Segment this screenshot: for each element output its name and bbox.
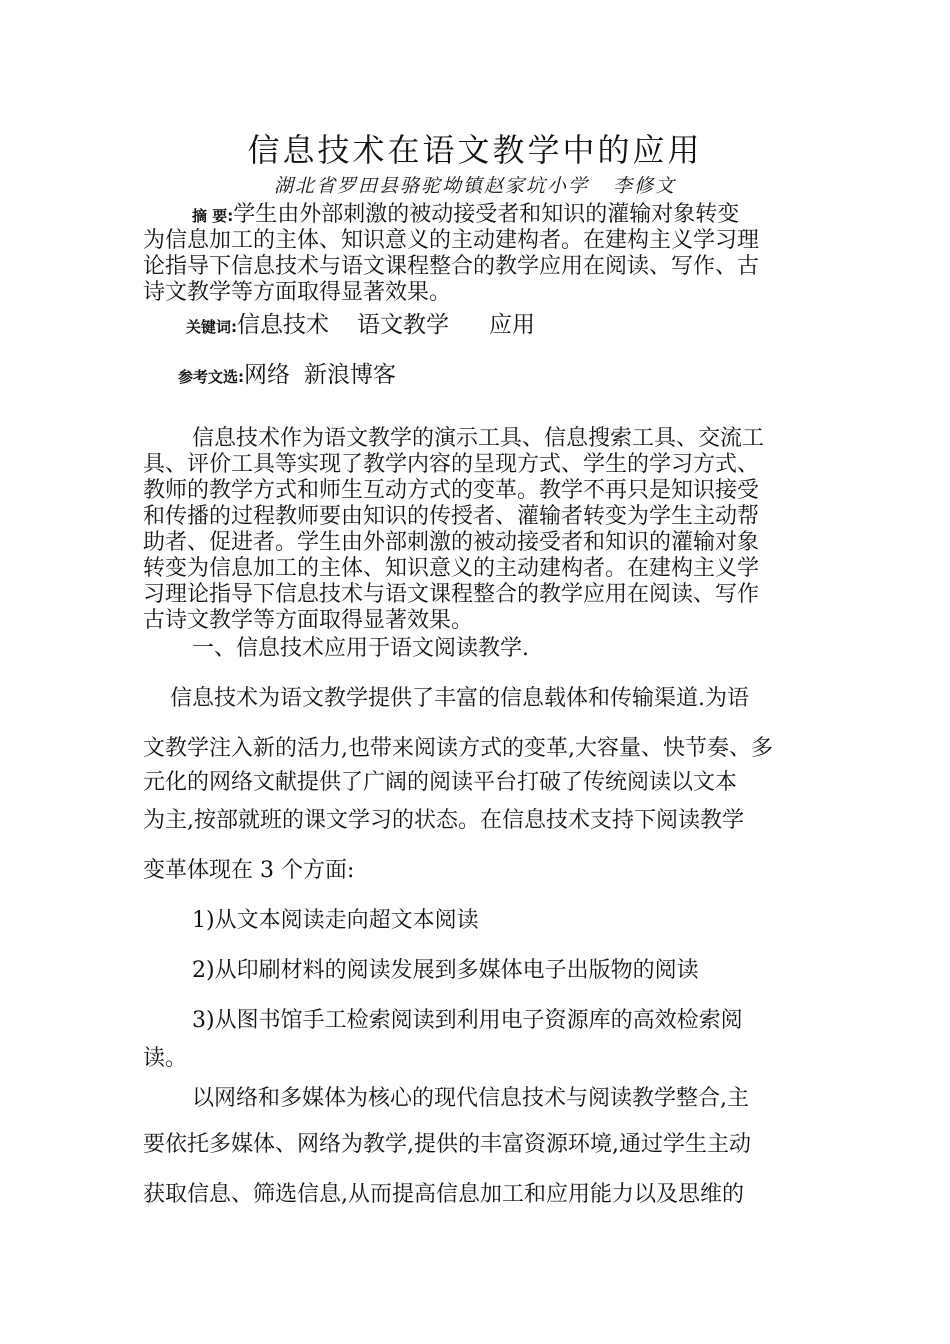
abstract-text-1: 学生由外部刺激的被动接受者和知识的灌输对象转变: [233, 202, 740, 227]
intro-line-1: 信息技术作为语文教学的演示工具、信息搜索工具、交流工: [192, 426, 765, 451]
list-item-continuation: 读。: [143, 1046, 188, 1071]
list-item: 1)从文本阅读走向超文本阅读: [192, 908, 479, 933]
document-title: 信息技术在语文教学中的应用: [247, 131, 703, 169]
list-item: 3)从图书馆手工检索阅读到利用电子资源库的高效检索阅: [192, 1008, 743, 1033]
keywords-label: 关键词:: [186, 318, 237, 336]
abstract-line-4: 诗文教学等方面取得显著效果。: [143, 280, 452, 305]
final-line-3: 获取信息、筛选信息,从而提高信息加工和应用能力以及思维的: [143, 1182, 744, 1207]
abstract-line-2: 为信息加工的主体、知识意义的主动建构者。在建构主义学习理: [143, 228, 760, 253]
keywords-line: [186, 310, 535, 342]
reference: 网络: [244, 362, 290, 388]
author-school: 湖北省罗田县骆驼坳镇赵家坑小学: [273, 175, 589, 197]
intro-line-6: 转变为信息加工的主体、知识意义的主动建构者。在建构主义学: [143, 556, 760, 581]
abstract-line-3: 论指导下信息技术与语文课程整合的教学应用在阅读、写作、古: [143, 254, 760, 279]
section1-line-5: 变革体现在 3 个方面:: [143, 858, 355, 883]
section1-line-3: 元化的网络文献提供了广阔的阅读平台打破了传统阅读以文本: [143, 770, 738, 795]
author-name: 李修文: [613, 175, 677, 197]
intro-line-3: 教师的教学方式和师生互动方式的变革。教学不再只是知识接受: [143, 478, 760, 503]
references-label: 参考文选:: [178, 368, 244, 386]
intro-line-8: 古诗文教学等方面取得显著效果。: [143, 608, 474, 633]
section-heading: 一、信息技术应用于语文阅读教学.: [192, 636, 529, 661]
reference: 新浪博客: [304, 362, 396, 388]
intro-line-4: 和传播的过程教师要由知识的传授者、灌输者转变为学生主动帮: [143, 504, 760, 529]
intro-line-2: 具、评价工具等实现了教学内容的呈现方式、学生的学习方式、: [143, 452, 760, 477]
author-line: [0, 172, 950, 200]
section1-line-4: 为主,按部就班的课文学习的状态。在信息技术支持下阅读教学: [143, 808, 744, 833]
section1-line-2: 文教学注入新的活力,也带来阅读方式的变革,大容量、快节奏、多: [143, 736, 773, 761]
abstract-line-1: [192, 202, 739, 229]
abstract-label: 摘 要:: [192, 207, 234, 225]
keyword: 语文教学: [357, 312, 449, 338]
final-line-2: 要依托多媒体、网络为教学,提供的丰富资源环境,通过学生主动: [143, 1132, 751, 1157]
final-line-1: 以网络和多媒体为核心的现代信息技术与阅读教学整合,主: [192, 1086, 749, 1111]
references-line: [178, 360, 396, 392]
intro-line-5: 助者、促进者。学生由外部刺激的被动接受者和知识的灌输对象: [143, 530, 760, 555]
list-item: 2)从印刷材料的阅读发展到多媒体电子出版物的阅读: [192, 958, 699, 983]
keyword: 应用: [489, 312, 535, 338]
intro-line-7: 习理论指导下信息技术与语文课程整合的教学应用在阅读、写作: [143, 582, 760, 607]
section1-line-1: 信息技术为语文教学提供了丰富的信息载体和传输渠道.为语: [170, 686, 749, 711]
keyword: 信息技术: [237, 312, 329, 338]
